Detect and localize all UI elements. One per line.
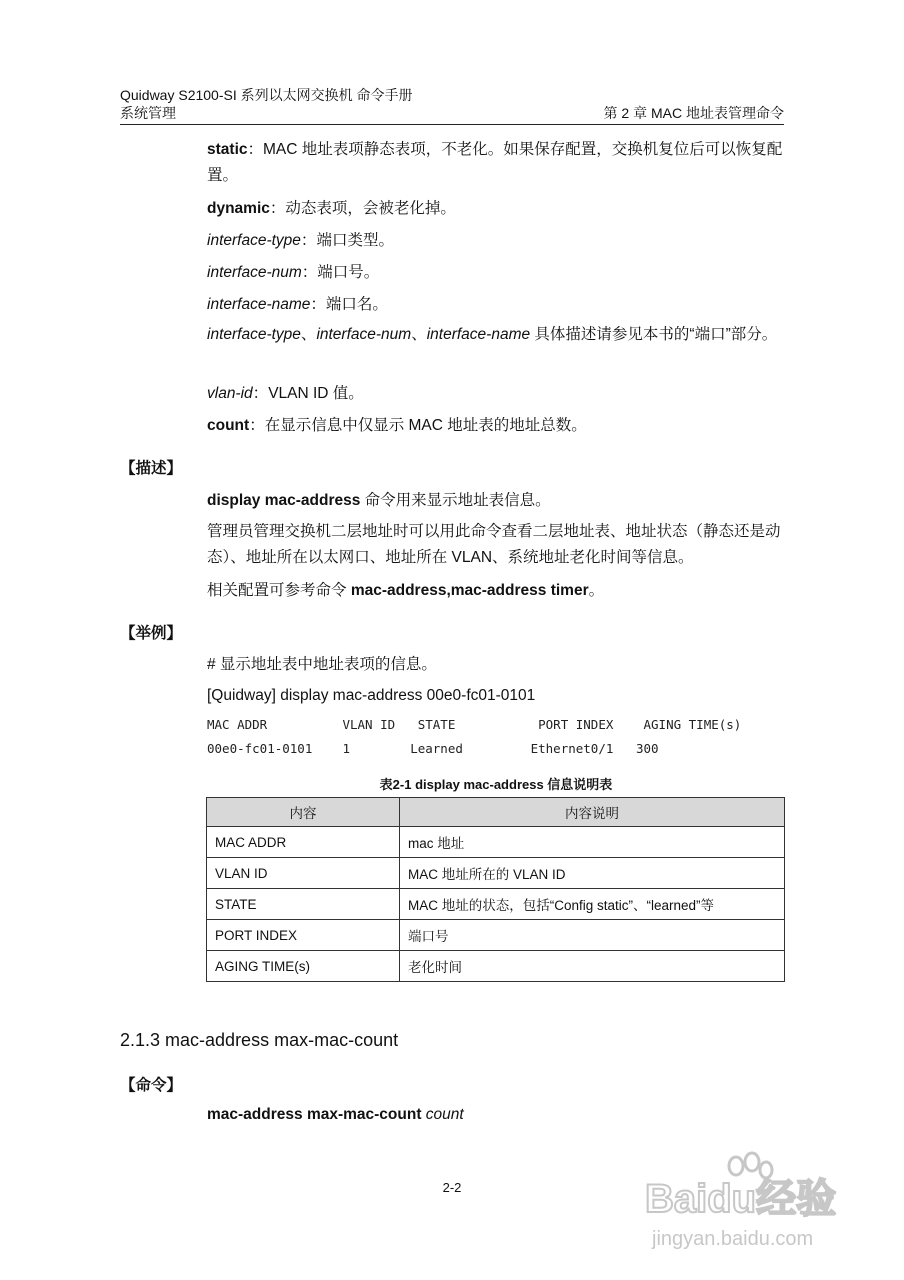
table-row — [207, 827, 785, 858]
description-tag: 【描述】 — [120, 460, 183, 477]
param-count — [207, 413, 787, 439]
param-static — [207, 137, 787, 189]
table-row — [207, 889, 785, 920]
param-interface-combo — [207, 322, 787, 348]
table-cell: VLAN ID — [207, 858, 400, 889]
manual-title: Quidway S2100-SI 系列以太网交换机 命令手册 — [120, 87, 413, 103]
related-command: mac-address,mac-address timer — [350, 582, 589, 599]
param-dynamic — [207, 196, 787, 222]
param-vlan-id — [207, 381, 787, 407]
table-cell: PORT INDEX — [207, 920, 400, 951]
param-interface-num — [207, 260, 787, 286]
related-suffix: 。 — [588, 582, 605, 599]
param-desc: 具体描述请参见本书的“端口”部分。 — [530, 326, 778, 343]
param-desc: 在显示信息中仅显示 MAC 地址表的地址总数。 — [264, 417, 587, 434]
separator: ： — [252, 385, 269, 402]
param-desc: 端口类型。 — [316, 232, 394, 249]
table-cell: MAC 地址的状态，包括“Config static”、“learned”等 — [400, 889, 785, 920]
table-row — [207, 920, 785, 951]
page-header — [120, 86, 784, 122]
section-heading: 2.1.3 mac-address max-mac-count — [120, 1030, 399, 1050]
param-interface-name — [207, 292, 787, 318]
header-divider — [120, 124, 784, 125]
command-arg: count — [421, 1106, 464, 1123]
table-cell: MAC ADDR — [207, 827, 400, 858]
example-command: [Quidway] display mac-address 00e0-fc01-0101 — [207, 687, 536, 704]
separator: ： — [300, 232, 317, 249]
command-name: mac-address max-mac-count — [207, 1106, 422, 1123]
table-header-cell: 内容说明 — [400, 798, 785, 827]
table-row — [207, 858, 785, 889]
param-term: static — [207, 141, 248, 158]
param-desc: 动态表项，会被老化掉。 — [285, 200, 456, 217]
param-desc: MAC 地址表项静态表项，不老化。如果保存配置，交换机复位后可以恢复配置。 — [207, 141, 783, 184]
table-cell: 老化时间 — [400, 951, 785, 982]
table-cell: mac 地址 — [400, 827, 785, 858]
watermark-brand-text: Baidu经验 — [645, 1177, 837, 1221]
command-tag: 【命令】 — [120, 1077, 183, 1094]
description-para2: 管理员管理交换机二层地址时可以用此命令查看二层地址表、地址状态（静态还是动态）、地址所在以太网口、地址所在 VLAN、系统地址老化时间等信息。 — [207, 523, 781, 566]
param-desc: 端口名。 — [325, 296, 388, 313]
table-header-cell: 内容 — [207, 798, 400, 827]
table-cell: STATE — [207, 889, 400, 920]
watermark-url-text: jingyan.baidu.com — [652, 1228, 814, 1250]
command-desc: 命令用来显示地址表信息。 — [360, 492, 551, 509]
page-number: 2-2 — [442, 1180, 462, 1195]
description-line1 — [207, 488, 787, 514]
command-syntax — [207, 1102, 787, 1128]
param-term: interface-num — [316, 326, 412, 343]
param-term: vlan-id — [207, 385, 253, 402]
baidu-watermark-logo — [640, 1150, 870, 1260]
separator: ： — [301, 264, 318, 281]
param-term: interface-num — [207, 264, 302, 281]
separator: 、 — [411, 326, 427, 343]
separator: ： — [269, 200, 286, 217]
separator: ： — [310, 296, 326, 313]
info-table — [206, 797, 785, 982]
param-interface-type — [207, 228, 787, 254]
separator: 、 — [300, 326, 317, 343]
section-name: 系统管理 — [120, 105, 176, 121]
paw-toe-1 — [729, 1157, 743, 1175]
separator: ： — [249, 417, 265, 434]
output-header: MAC ADDR VLAN ID STATE PORT INDEX AGING TIME(s) — [207, 717, 742, 732]
output-row: 00e0-fc01-0101 1 Learned Ethernet0/1 300 — [207, 741, 659, 756]
paw-toe-3 — [760, 1162, 772, 1178]
table-caption: 表2-1 display mac-address 信息说明表 — [379, 777, 613, 792]
paw-toe-2 — [745, 1153, 759, 1171]
separator: ： — [247, 141, 264, 158]
example-tag: 【举例】 — [120, 625, 183, 642]
example-comment: # 显示地址表中地址表项的信息。 — [207, 656, 437, 673]
param-term: dynamic — [207, 200, 270, 217]
param-term: count — [207, 417, 250, 434]
param-term: interface-type — [207, 232, 301, 249]
related-prefix: 相关配置可参考命令 — [207, 582, 351, 599]
description-related — [207, 578, 787, 604]
param-term: interface-name — [426, 326, 531, 343]
chapter-title: 第 2 章 MAC 地址表管理命令 — [603, 105, 784, 121]
param-term: interface-type — [207, 326, 301, 343]
table-cell: MAC 地址所在的 VLAN ID — [400, 858, 785, 889]
param-desc: VLAN ID 值。 — [268, 385, 364, 402]
param-term: interface-name — [207, 296, 311, 313]
param-desc: 端口号。 — [317, 264, 380, 281]
table-cell: 端口号 — [400, 920, 785, 951]
command-name: display mac-address — [207, 492, 361, 509]
table-row — [207, 951, 785, 982]
table-header-row — [207, 798, 785, 827]
table-cell: AGING TIME(s) — [207, 951, 400, 982]
